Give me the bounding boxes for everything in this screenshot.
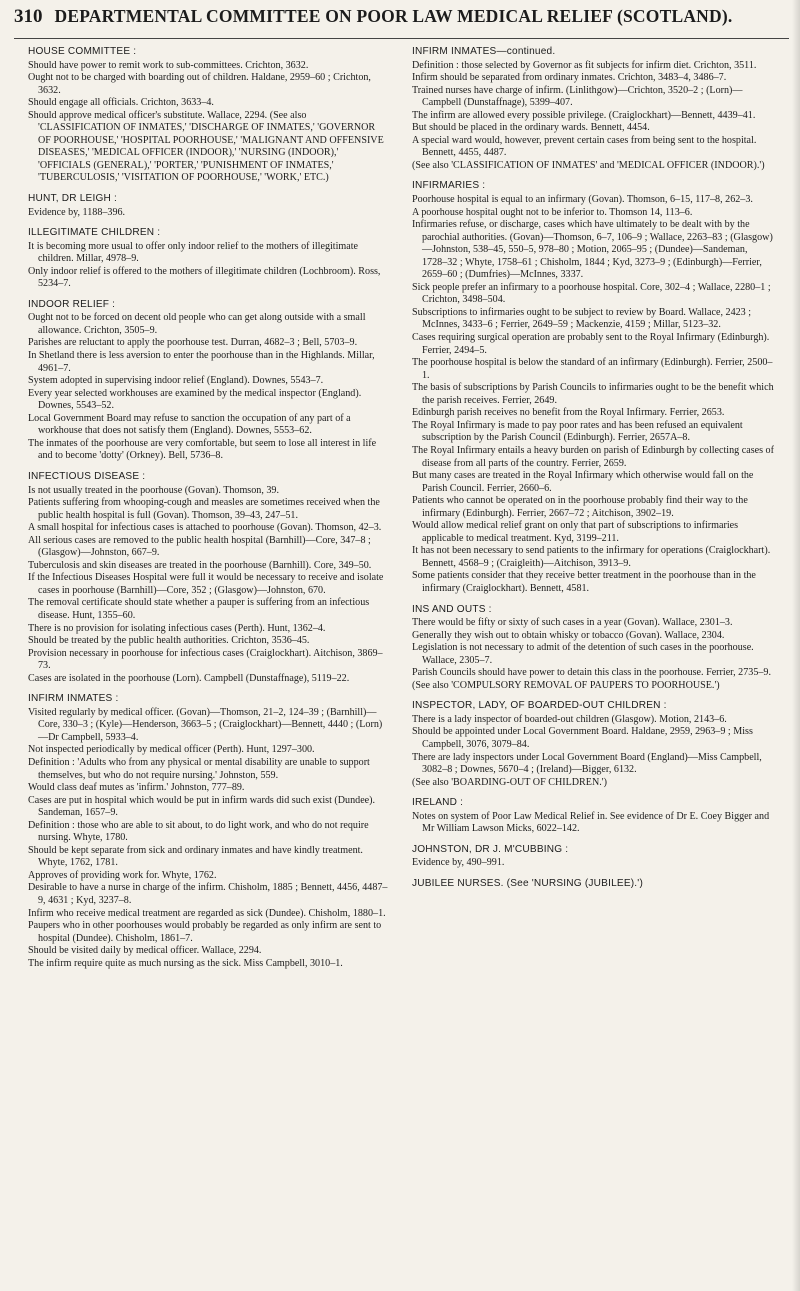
entry-text: All serious cases are removed to the public health hospital (Barnhill)—Core, 347–8 ; (Glasgow)—Johnston, 667–9. — [28, 534, 371, 559]
entry-text: Infirm who receive medical treatment are regarded as sick (Dundee). Chisholm, 1880–1. — [28, 907, 386, 919]
entry-heading: INFIRM INMATES : — [28, 693, 119, 705]
index-entry — [412, 46, 774, 172]
entry-text: Would class deaf mutes as 'infirm.' Johnston, 777–89. — [28, 782, 245, 794]
entry-text: Not inspected periodically by medical officer (Perth). Hunt, 1297–300. — [28, 744, 315, 756]
entry-heading: INSPECTOR, LADY, OF BOARDED-OUT CHILDREN : — [412, 700, 667, 712]
entry-text: A poorhouse hospital ought not to be inferior to. Thomson 14, 113–6. — [412, 206, 693, 218]
entry-text: Should be treated by the public health authorities. Crichton, 3536–45. — [28, 635, 310, 647]
entry-text: System adopted in supervising indoor relief (England). Downes, 5543–7. — [28, 375, 324, 387]
entry-text: It has not been necessary to send patients to the infirmary for operations (Craiglockhart). Bennett, 4568–9 ; (Craigleith)—Aitchison, 3913–9. — [412, 545, 771, 569]
entry-text: The poorhouse hospital is below the standard of an infirmary (Edinburgh). Ferrier, 2500–1. — [412, 357, 773, 381]
left-column — [28, 46, 390, 978]
entry-text: Only indoor relief is offered to the mothers of illegitimate children (Lochbroom). Ross, 5234–7. — [28, 265, 381, 290]
entry-text: Patients who cannot be operated on in the poorhouse probably find their way to the infirmary (Edinburgh). Ferrier, 2667–72 ; Aitchison, 3902–19. — [412, 495, 748, 519]
entry-text: Paupers who in other poorhouses would probably be regarded as only infirm are sent to hospital (Dundee). Chisholm, 1861–7. — [28, 920, 382, 944]
entry-text: Should be visited daily by medical officer. Wallace, 2294. — [28, 945, 262, 957]
entry-text: Cases are put in hospital which would be put in infirm wards did such exist (Dundee). Sandeman, 1657–9. — [28, 794, 376, 819]
page-header — [14, 6, 786, 28]
entry-text: The removal certificate should state whether a pauper is suffering from an infectious disease. Hunt, 1355–60. — [28, 597, 370, 621]
entry-text: Provision necessary in poorhouse for infectious cases (Craiglockhart). Aitchison, 3869–73. — [28, 647, 383, 672]
entry-text: But many cases are treated in the Royal Infirmary which otherwise would fall on the Parish Council. Ferrier, 2660–6. — [412, 470, 754, 494]
entry-text: The infirm require quite as much nursing as the sick. Miss Campbell, 3010–1. — [28, 957, 343, 969]
entry-text: Parish Councils should have power to detain this class in the poorhouse. Ferrier, 2735–9. — [412, 667, 771, 679]
index-entry — [412, 797, 774, 836]
entry-heading: INFECTIOUS DISEASE : — [28, 470, 146, 482]
entry-heading: INFIRMARIES : — [412, 180, 486, 192]
entry-text: The Royal Infirmary entails a heavy burden on parish of Edinburgh by collecting cases of disease from all parts of the country. Ferrier, 2659. — [412, 444, 774, 469]
entry-text: Cases are isolated in the poorhouse (Lorn). Campbell (Dunstaffnage), 5119–22. — [28, 672, 350, 684]
entry-text: It is becoming more usual to offer only indoor relief to the mothers of illegitimate children. Millar, 4978–9. — [28, 240, 359, 265]
entry-text: Trained nurses have charge of infirm. (Linlithgow)—Crichton, 3520–2 ; (Lorn)—Campbell (Dunstaffnage), 5399–407. — [412, 84, 743, 109]
entry-text: Cases requiring surgical operation are probably sent to the Royal Infirmary (Edinburgh). Ferrier, 2494–5. — [412, 332, 770, 356]
entry-text: The basis of subscriptions by Parish Councils to infirmaries ought to be the benefit which the parish receives. Ferrier, 2649. — [412, 382, 774, 406]
entry-text: Poorhouse hospital is equal to an infirmary (Govan). Thomson, 6–15, 117–8, 262–3. — [412, 194, 753, 206]
entry-text: There are lady inspectors under Local Government Board (England)—Miss Campbell, 3082–8 ; Downes, 5670–4 ; (Ireland)—Bigger, 6132. — [412, 751, 762, 776]
entry-text: Definition : those who are able to sit about, to do light work, and who do not require nursing. Whyte, 1780. — [28, 819, 369, 844]
entry-text: Ought not to be forced on decent old people who can get along outside with a small allowance. Crichton, 3505–9. — [28, 312, 366, 336]
header-rule — [14, 38, 789, 39]
index-entry — [28, 299, 390, 463]
entry-text: Ought not to be charged with boarding out of children. Haldane, 2959–60 ; Crichton, 3632. — [28, 72, 371, 96]
entry-text: Should engage all officials. Crichton, 3633–4. — [28, 97, 214, 109]
index-entry — [412, 180, 774, 595]
entry-text: Edinburgh parish receives no benefit from the Royal Infirmary. Ferrier, 2653. — [412, 407, 725, 419]
entry-text: Generally they wish out to obtain whisky or tobacco (Govan). Wallace, 2304. — [412, 629, 725, 641]
entry-heading: JUBILEE NURSES. (See 'NURSING (JUBILEE).') — [412, 877, 643, 889]
entry-text: Should have power to remit work to sub-committees. Crichton, 3632. — [28, 59, 309, 71]
right-column — [412, 46, 774, 898]
entry-text: Is not usually treated in the poorhouse (Govan). Thomson, 39. — [28, 484, 279, 496]
entry-text: The Royal Infirmary is made to pay poor rates and has been refused an equivalent subscription by the Parish Council (Edinburgh). Ferrier, 2657A–8. — [412, 419, 743, 444]
index-entry — [28, 471, 390, 685]
entry-heading: INS AND OUTS : — [412, 603, 492, 615]
entry-text: Desirable to have a nurse in charge of the infirm. Chisholm, 1885 ; Bennett, 4456, 4487–9, 4631 ; Kyd, 3237–8. — [28, 882, 388, 906]
entry-text: There would be fifty or sixty of such cases in a year (Govan). Wallace, 2301–3. — [412, 617, 733, 629]
entry-heading: INDOOR RELIEF : — [28, 298, 116, 310]
entry-text: (See also 'CLASSIFICATION OF INMATES' and 'MEDICAL OFFICER (INDOOR).') — [412, 159, 765, 171]
entry-text: Infirmaries refuse, or discharge, cases which have ultimately to be dealt with by the parochial authorities. (Govan)—Thomson, 6–7, 106–9 ; Wallace, 2263–83 ; (Glasgow)—Johnston, 538–45, 550–5, 978–80 ; Motion, 2065–95 ; (Dundee)—Sandeman, 1728–32 ; Whyte, 1758–61 ; Chisholm, 1844 ; Kyd, 3273–9 ; (Edinburgh)—Ferrier, 2659–60 ; (Dumfries)—McInnes, 3337. — [412, 219, 773, 281]
entry-heading: INFIRM INMATES—continued. — [412, 46, 556, 57]
index-entry — [412, 604, 774, 693]
index-entry — [412, 700, 774, 789]
entry-text: Evidence by, 490–991. — [412, 857, 505, 869]
entry-text: Notes on system of Poor Law Medical Relief in. See evidence of Dr E. Coey Bigger and Mr William Lawson Micks, 6022–142. — [412, 810, 770, 835]
entry-text: A special ward would, however, prevent certain cases from being sent to the hospital. Bennett, 4455, 4487. — [412, 134, 757, 159]
entry-text: Parishes are reluctant to apply the poorhouse test. Durran, 4682–3 ; Bell, 5703–9. — [28, 337, 358, 349]
entry-text: Visited regularly by medical officer. (Govan)—Thomson, 21–2, 124–39 ; (Barnhill)—Core, 330–3 ; (Kyle)—Henderson, 3663–5 ; (Craiglockhart)—Bennett, 4440 ; (Lorn)—Dr Campbell, 5933–4. — [28, 706, 383, 743]
entry-text: Should approve medical officer's substitute. Wallace, 2294. (See also 'CLASSIFICATION OF INMATES,' 'DISCHARGE OF INMATES,' 'GOVERNOR OF POORHOUSE,' 'HOSPITAL POORHOUSE,' 'MALIGNANT AND OFFENSIVE DISEASES,' 'MEDICAL OFFICER (INDOOR),' 'NURSING (INDOOR),' 'OFFICIALS (GENERAL),' 'PORTER,' 'PUNISHMENT OF INMATES,' 'TUBERCULOSIS,' 'VISITATION OF POORHOUSE,' 'WORK,' ETC.) — [28, 109, 384, 184]
index-entry — [28, 46, 390, 185]
entry-text: Legislation is not necessary to admit of the detention of such cases in the poorhouse. Wallace, 2305–7. — [412, 642, 754, 666]
entry-text: (See also 'BOARDING-OUT OF CHILDREN.') — [412, 776, 607, 788]
index-entry — [28, 193, 390, 219]
entry-text: The inmates of the poorhouse are very comfortable, but seem to lose all interest in life and to become 'dotty' (Orkney). Bell, 5736–8. — [28, 437, 377, 462]
entry-text: Tuberculosis and skin diseases are treated in the poorhouse (Barnhill). Core, 349–50. — [28, 559, 372, 571]
page-number: 310 — [14, 6, 43, 27]
entry-text: If the Infectious Diseases Hospital were full it would be necessary to receive and isolate cases in poorhouse (Barnhill)—Core, 352 ; (Glasgow)—Johnston, 670. — [28, 572, 384, 596]
index-entry — [28, 227, 390, 291]
entry-text: There is no provision for isolating infectious cases (Perth). Hunt, 1362–4. — [28, 622, 326, 634]
entry-text: Some patients consider that they receive better treatment in the poorhouse than in the infirmary (Craiglockhart). Bennett, 4581. — [412, 570, 756, 594]
index-entry — [28, 693, 390, 970]
entry-heading: IRELAND : — [412, 797, 464, 809]
entry-heading: HUNT, DR LEIGH : — [28, 193, 118, 205]
entry-text: Evidence by, 1188–396. — [28, 206, 126, 218]
entry-text: Definition : 'Adults who from any physical or mental disability are unable to support themselves, but who do not require nursing.' Johnston, 559. — [28, 756, 370, 781]
entry-text: The infirm are allowed every possible privilege. (Craiglockhart)—Bennett, 4439–41. — [412, 109, 756, 121]
page-edge-shadow — [792, 0, 800, 1291]
entry-text: Should be appointed under Local Government Board. Haldane, 2959, 2963–9 ; Miss Campbell, 3076, 3079–84. — [412, 726, 753, 750]
entry-text: Sick people prefer an infirmary to a poorhouse hospital. Core, 302–4 ; Wallace, 2280–1 ; Crichton, 3498–504. — [412, 281, 771, 306]
entry-text: There is a lady inspector of boarded-out children (Glasgow). Motion, 2143–6. — [412, 713, 727, 725]
entry-heading: JOHNSTON, DR J. M'CUBBING : — [412, 843, 569, 855]
index-entry — [412, 878, 774, 891]
entry-text: Patients suffering from whooping-cough and measles are sometimes received when the public health hospital is full (Govan). Thomson, 39–43, 247–51. — [28, 497, 380, 521]
entry-text: (See also 'COMPULSORY REMOVAL OF PAUPERS TO POORHOUSE.') — [412, 679, 720, 691]
entry-heading: HOUSE COMMITTEE : — [28, 46, 137, 57]
entry-text: Every year selected workhouses are examined by the medical inspector (England). Downes, 5543–52. — [28, 387, 362, 412]
entry-text: Subscriptions to infirmaries ought to be subject to review by Board. Wallace, 2423 ; McInnes, 3433–6 ; Ferrier, 2649–59 ; Mackenzie, 4159 ; Millar, 5123–32. — [412, 306, 752, 331]
entry-text: Should be kept separate from sick and ordinary inmates and have kindly treatment. Whyte, 1762, 1781. — [28, 844, 363, 869]
entry-text: Local Government Board may refuse to sanction the occupation of any part of a workhouse that does not satisfy them (England). Downes, 5553–62. — [28, 412, 351, 437]
entry-heading: ILLEGITIMATE CHILDREN : — [28, 227, 161, 239]
entry-text: A small hospital for infectious cases is attached to poorhouse (Govan). Thomson, 42–3. — [28, 522, 382, 534]
entry-text: In Shetland there is less aversion to enter the poorhouse than in the Highlands. Millar, 4961–7. — [28, 350, 375, 374]
running-title: DEPARTMENTAL COMMITTEE ON POOR LAW MEDICAL RELIEF (SCOTLAND). — [54, 6, 733, 26]
index-entry — [412, 844, 774, 870]
entry-text: Infirm should be separated from ordinary inmates. Crichton, 3483–4, 3486–7. — [412, 72, 727, 84]
entry-text: Would allow medical relief grant on only that part of subscriptions to infirmaries applicable to medical treatment. Kyd, 3199–211. — [412, 520, 739, 544]
entry-text: But should be placed in the ordinary wards. Bennett, 4454. — [412, 122, 650, 134]
entry-text: Approves of providing work for. Whyte, 1762. — [28, 869, 217, 881]
entry-text: Definition : those selected by Governor as fit subjects for infirm diet. Crichton, 3511. — [412, 59, 757, 71]
